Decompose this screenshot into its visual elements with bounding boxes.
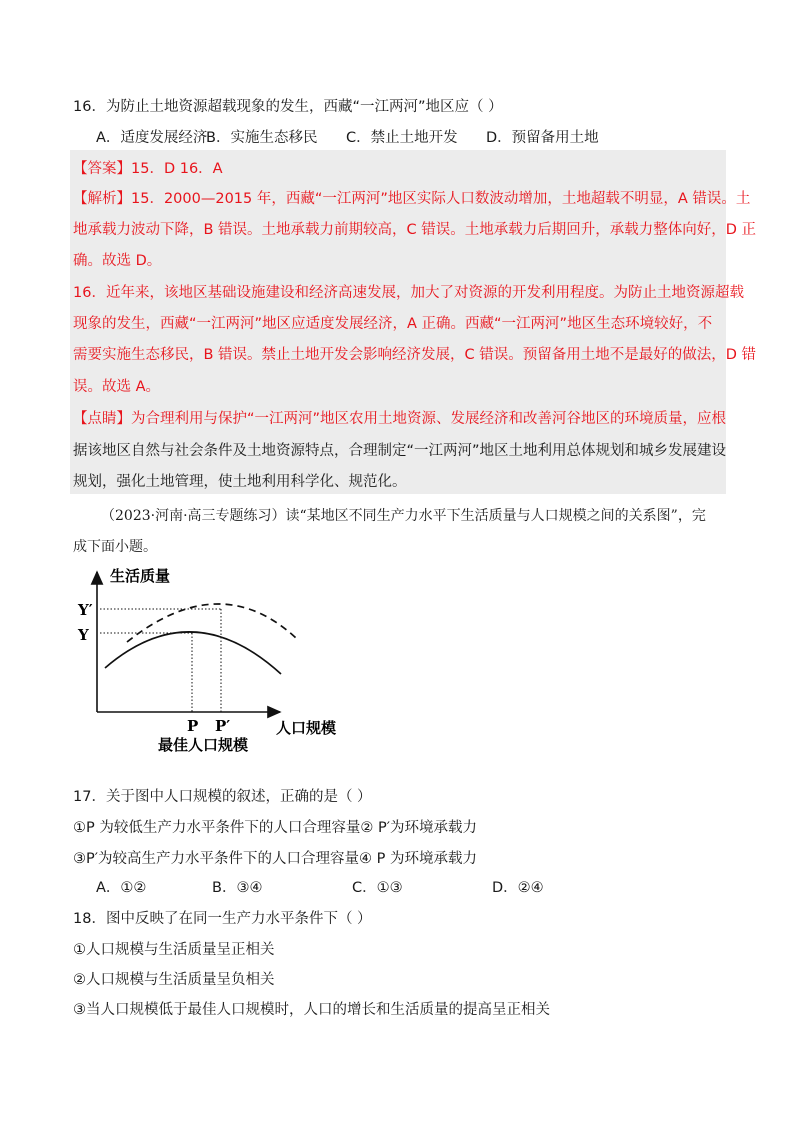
- analysis-line-6: 需要实施生态移民，B 错误。禁止土地开发会影响经济发展，C 错误。预留备用土地不是最好的做法，D 错: [73, 347, 757, 363]
- analysis-line-3: 确。故选 D。: [73, 253, 162, 269]
- q17-option-c: C．①③: [352, 880, 403, 896]
- q17-option-b: B．③④: [212, 880, 263, 896]
- q16-option-a: A．适度发展经济: [96, 130, 208, 146]
- q16-option-c: C．禁止土地开发: [346, 130, 458, 146]
- q18-statement-1: ①人口规模与生活质量呈正相关: [73, 942, 275, 958]
- q18-statement-3: ③当人口规模低于最佳人口规模时，人口的增长和生活质量的提高呈正相关: [73, 1002, 550, 1018]
- q16-option-d: D．预留备用土地: [486, 130, 599, 146]
- y-label: Y: [78, 626, 89, 644]
- x-axis-title: 人口规模: [276, 719, 337, 737]
- comment-line-3: 规划，强化土地管理，使土地利用科学化、规范化。: [73, 474, 407, 490]
- q17-option-a: A．①②: [96, 880, 147, 896]
- q16-option-b: B．实施生态移民: [206, 130, 318, 146]
- intro-line-1: （2023·河南·高三专题练习）读“某地区不同生产力水平下生活质量与人口规模之间的关系图”，完: [101, 508, 706, 524]
- y-axis-title: 生活质量: [110, 567, 171, 585]
- q17-statement-1: ①P 为较低生产力水平条件下的人口合理容量② P′为环境承载力: [73, 820, 477, 836]
- analysis-line-7: 误。故选 A。: [73, 379, 161, 395]
- quality-population-figure: [70, 560, 360, 760]
- p-prime-label: P′: [215, 717, 231, 735]
- q17-option-d: D．②④: [492, 880, 544, 896]
- intro-line-2: 成下面小题。: [73, 539, 157, 555]
- analysis-line-4: 16．近年来，该地区基础设施建设和经济高速发展，加大了对资源的开发利用程度。为防止土地资源超载: [73, 285, 744, 301]
- q16-stem: 16．为防止土地资源超载现象的发生，西藏“一江两河”地区应（ ）: [73, 99, 503, 115]
- high-productivity-curve: [127, 604, 296, 642]
- comment-line-2: 据该地区自然与社会条件及土地资源特点，合理制定“一江两河”地区土地利用总体规划和城乡发展建设: [73, 443, 727, 459]
- q17-options: [96, 877, 544, 899]
- q17-stem: 17．关于图中人口规模的叙述，正确的是（ ）: [73, 789, 372, 805]
- comment-line-1: [73, 408, 726, 430]
- q16-options: [96, 127, 599, 149]
- analysis-line-5: 现象的发生，西藏“一江两河”地区应适度发展经济，A 正确。西藏“一江两河”地区生态环境较好，不: [73, 316, 713, 332]
- q18-stem: 18．图中反映了在同一生产力水平条件下（ ）: [73, 911, 372, 927]
- comment-text-1: 【点睛】为合理利用与保护“一江两河”地区农用土地资源、发展经济和改善河谷地区的环境质量，应根: [73, 411, 727, 427]
- y-prime-label: Y′: [78, 601, 93, 619]
- q18-statement-2: ②人口规模与生活质量呈负相关: [73, 972, 275, 988]
- figure-caption: 最佳人口规模: [158, 736, 249, 754]
- analysis-line-2: 地承载力波动下降，B 错误。土地承载力前期较高，C 错误。土地承载力后期回升，承载力整体向好，D 正: [73, 222, 757, 238]
- p-label: P: [187, 717, 199, 735]
- analysis-line-1: 【解析】15．2000—2015 年，西藏“一江两河”地区实际人口数波动增加，土地超载不明显，A 错误。土: [73, 191, 751, 207]
- q17-statement-2: ③P′为较高生产力水平条件下的人口合理容量④ P 为环境承载力: [73, 851, 477, 867]
- answer-line: 【答案】15．D 16．A: [73, 161, 223, 177]
